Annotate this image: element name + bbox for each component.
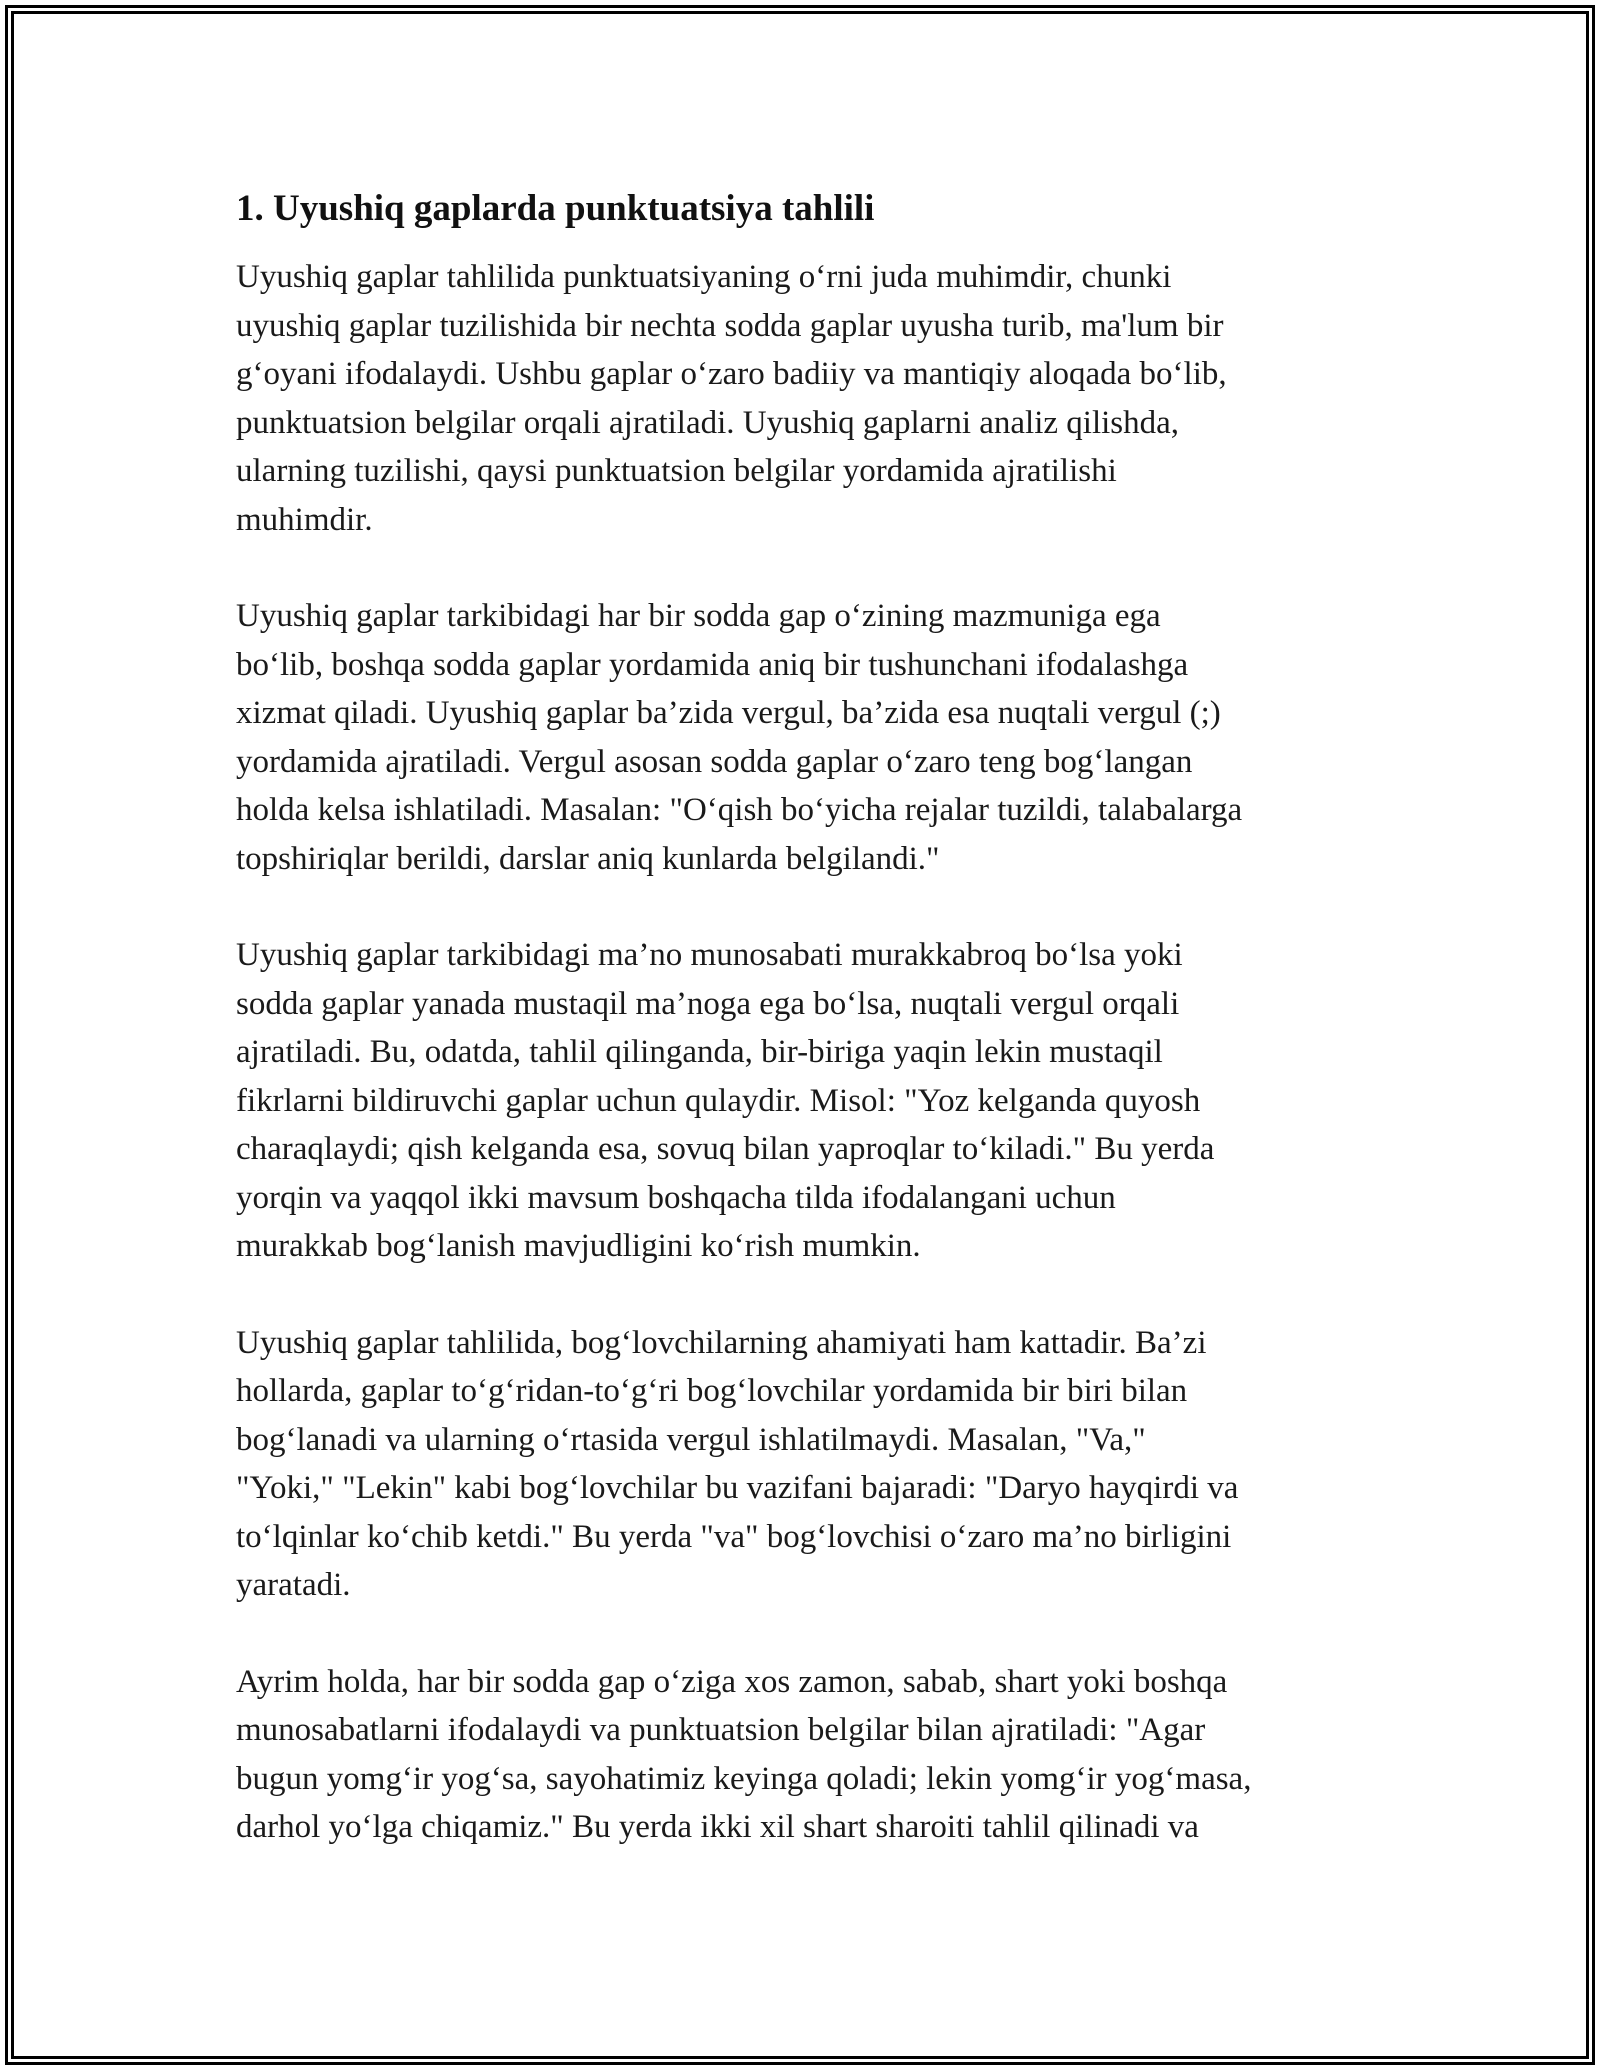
paragraph-5 [236, 1658, 1386, 1852]
paragraph-line: bugun yomg‘ir yog‘sa, sayohatimiz keyinga qoladi; lekin yomg‘ir yog‘masa, [236, 1760, 1252, 1797]
paragraph-line: punktuatsion belgilar orqali ajratiladi. Uyushiq gaplarni analiz qilishda, [236, 404, 1180, 441]
paragraph-line: Uyushiq gaplar tahlilida, bog‘lovchilarning ahamiyati ham kattadir. Ba’zi [236, 1324, 1207, 1361]
paragraph-line: darhol yo‘lga chiqamiz." Bu yerda ikki xil shart sharoiti tahlil qilinadi va [236, 1809, 1199, 1845]
paragraph-line: ajratiladi. Bu, odatda, tahlil qilinganda, bir-biriga yaqin lekin mustaqil [236, 1034, 1163, 1070]
paragraph-line: "Yoki," "Lekin" kabi bog‘lovchilar bu vazifani bajaradi: "Daryo hayqirdi va [236, 1470, 1239, 1506]
paragraph-line: bog‘lanadi va ularning o‘rtasida vergul ishlatilmaydi. Masalan, "Va," [236, 1421, 1146, 1458]
paragraph-line: sodda gaplar yanada mustaqil ma’noga ega bo‘lsa, nuqtali vergul orqali [236, 985, 1180, 1022]
paragraph-line: murakkab bog‘lanish mavjudligini ko‘rish mumkin. [236, 1228, 921, 1264]
paragraph-4 [236, 1319, 1386, 1610]
paragraph-line: munosabatlarni ifodalaydi va punktuatsion belgilar bilan ajratiladi: "Agar [236, 1712, 1206, 1748]
paragraph-3 [236, 931, 1386, 1271]
section-heading: 1. Uyushiq gaplarda punktuatsiya tahlili [236, 188, 875, 229]
paragraph-line: Uyushiq gaplar tahlilida punktuatsiyaning o‘rni juda muhimdir, chunki [236, 259, 1172, 295]
paragraph-line: xizmat qiladi. Uyushiq gaplar ba’zida vergul, ba’zida esa nuqtali vergul (;) [236, 695, 1221, 731]
paragraph-line: yordamida ajratiladi. Vergul asosan sodda gaplar o‘zaro teng bog‘langan [236, 743, 1193, 780]
paragraph-line: bo‘lib, boshqa sodda gaplar yordamida aniq bir tushunchani ifodalashga [236, 646, 1189, 683]
paragraph-line: Uyushiq gaplar tarkibidagi har bir sodda gap o‘zining mazmuniga ega [236, 598, 1161, 634]
paragraph-line: Ayrim holda, har bir sodda gap o‘ziga xos zamon, sabab, shart yoki boshqa [236, 1663, 1228, 1700]
paragraph-line: Uyushiq gaplar tarkibidagi ma’no munosabati murakkabroq bo‘lsa yoki [236, 937, 1183, 973]
document-page [236, 185, 1386, 1900]
paragraph-line: ularning tuzilishi, qaysi punktuatsion belgilar yordamida ajratilishi [236, 453, 1117, 489]
paragraph-line: fikrlarni bildiruvchi gaplar uchun qulaydir. Misol: "Yoz kelganda quyosh [236, 1082, 1201, 1119]
paragraph-line: muhimdir. [236, 501, 373, 538]
paragraph-line: hollarda, gaplar to‘g‘ridan-to‘g‘ri bog‘lovchilar yordamida bir biri bilan [236, 1373, 1188, 1409]
paragraph-line: topshiriqlar berildi, darslar aniq kunlarda belgilandi." [236, 840, 940, 877]
paragraph-line: uyushiq gaplar tuzilishida bir nechta sodda gaplar uyusha turib, ma'lum bir [236, 307, 1224, 344]
paragraph-line: charaqlaydi; qish kelganda esa, sovuq bilan yaproqlar to‘kiladi." Bu yerda [236, 1131, 1215, 1167]
paragraph-line: g‘oyani ifodalaydi. Ushbu gaplar o‘zaro badiiy va mantiqiy aloqada bo‘lib, [236, 356, 1227, 392]
paragraph-line: holda kelsa ishlatiladi. Masalan: "O‘qish bo‘yicha rejalar tuzildi, talabalarga [236, 792, 1243, 828]
paragraph-1 [236, 253, 1386, 544]
paragraph-line: yorqin va yaqqol ikki mavsum boshqacha tilda ifodalangani uchun [236, 1179, 1116, 1216]
paragraph-2 [236, 592, 1386, 883]
paragraph-line: yaratadi. [236, 1567, 351, 1603]
paragraph-line: to‘lqinlar ko‘chib ketdi." Bu yerda "va" bog‘lovchisi o‘zaro ma’no birligini [236, 1518, 1232, 1555]
